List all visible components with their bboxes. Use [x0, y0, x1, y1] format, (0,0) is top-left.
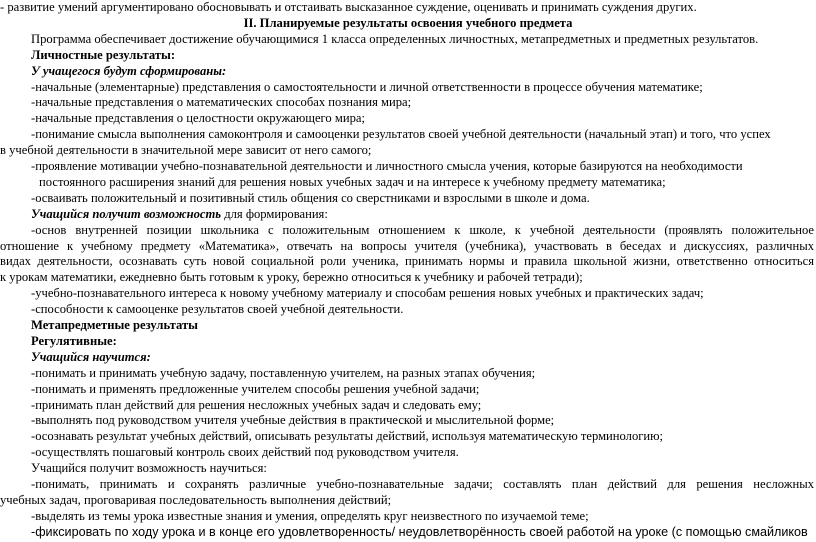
section-heading: II. Планируемые результаты освоения учебного предмета	[243, 15, 573, 30]
text-line: в учебной деятельности в значительной мере зависит от него самого;	[0, 143, 372, 158]
text-line: -принимать план действий для решения несложных учебных задач и следовать ему;	[31, 397, 482, 412]
text-line: -основ внутренней позиции школьника с положительным отношением к школе, к учебной деятельности (проявлять положительное	[31, 222, 814, 237]
text-line: -учебно-познавательного интереса к новому учебному материалу и способам решения новых учебных и практических задач;	[31, 286, 704, 301]
subheading: Учащийся научится:	[31, 349, 151, 364]
text-line: Программа обеспечивает достижение обучающимися 1 класса определенных личностных, метапредметных и предметных результатов.	[31, 31, 759, 46]
text-line: -фиксировать по ходу урока и в конце его удовлетворенность/ неудовлетворённость своей работой на уроке (с помощью смайликов	[31, 524, 808, 539]
text-line: - развитие умений аргументировано обосновывать и отстаивать высказанное суждение, оценивать и принимать суждения других.	[0, 0, 697, 14]
text-line: -осознавать результат учебных действий, описывать результаты действий, используя математическую терминологию;	[31, 429, 664, 444]
text-line: к урокам математики, ежедневно быть готовым к уроку, бережно относиться к учебнику и рабочей тетради);	[0, 270, 583, 285]
text-line: -начальные представления о математических способах познания мира;	[31, 95, 412, 110]
text-line: -начальные представления о целостности окружающего мира;	[31, 111, 365, 126]
emphasis: Учащийся получит возможность	[31, 206, 222, 221]
text-line: -способности к самооценке результатов своей учебной деятельности.	[31, 302, 404, 317]
text-line	[31, 207, 328, 222]
text-line: учебных задач, проговаривая последовательность выполнения действий;	[0, 492, 392, 507]
text-line: -выполнять под руководством учителя учебные действия в практической и мыслительной форме;	[31, 413, 555, 428]
subheading: Личностные результаты:	[31, 47, 176, 62]
text-line: видах деятельности, осознавать суть новой социальной роли ученика, принимать нормы и правила школьной жизни, ответственно относиться	[0, 254, 814, 269]
text-line: -понимать, принимать и сохранять различные учебно-познавательные задачи; составлять план действий для решения несложных	[31, 477, 814, 492]
subheading: У учащегося будут сформированы:	[31, 63, 227, 78]
text-line: Учащийся получит возможность научиться:	[31, 461, 267, 476]
text-line: постоянного расширения знаний для решения новых учебных задач и на интересе к учебному предмету математика;	[39, 174, 666, 189]
text-line: -понимать и принимать учебную задачу, поставленную учителем, на разных этапах обучения;	[31, 365, 536, 380]
text-line: -начальные (элементарные) представления о самостоятельности и личной ответственности в процессе обучения математике;	[31, 79, 703, 94]
text-line: -понимать и применять предложенные учителем способы решения учебной задачи;	[31, 381, 480, 396]
text-line: -понимание смысла выполнения самоконтроля и самооценки результатов своей учебной деятельности (начальный этап) и того, что успех	[31, 127, 771, 142]
text-fragment: для формирования:	[221, 206, 328, 221]
text-line: -проявление мотивации учебно-познавательной деятельности и личностного смысла учения, которые базируются на необходимости	[31, 159, 743, 174]
text-line: -выделять из темы урока известные знания и умения, определять круг неизвестного по изучаемой теме;	[31, 508, 589, 523]
text-line: -осваивать положительный и позитивный стиль общения со сверстниками и взрослыми в школе и дома.	[31, 190, 590, 205]
text-line: -осуществлять пошаговый контроль своих действий под руководством учителя.	[31, 445, 459, 460]
subheading: Метапредметные результаты	[31, 318, 198, 333]
subheading: Регулятивные:	[31, 333, 117, 348]
text-line: отношение к учебному предмету «Математика», отвечать на вопросы учителя (учебника), участвовать в беседах и дискуссиях, различных	[0, 238, 814, 253]
